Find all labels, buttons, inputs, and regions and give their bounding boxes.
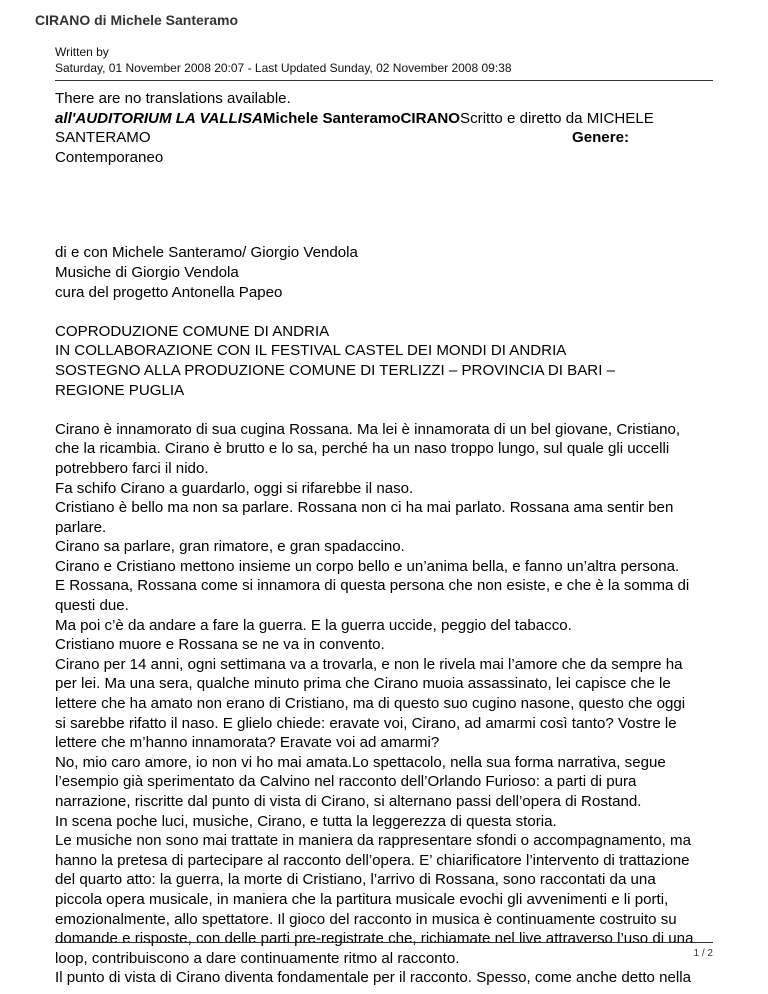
body-line: piccola opera musicale, in maniera che la partitura musicale evochi gli avvenimenti e li porti, (55, 890, 669, 908)
body-line: narrazione, riscritte dal punto di vista di Cirano, si alternano passi dell’opera di Rostand. (55, 793, 642, 810)
scritto-line: Scritto e diretto da MICHELE (460, 109, 654, 127)
body-line: Cirano sa parlare, gran rimatore, e gran spadaccino. (55, 538, 405, 556)
body-line: questi due. (55, 597, 129, 615)
body-line: lettere che m’hanno innamorata? Eravate voi ad amarmi? (55, 734, 440, 752)
show-title: CIRANO (400, 109, 461, 127)
body-line: per lei. Ma una sera, qualche minuto prima che Cirano muoia assassinato, lei capisce che le (55, 675, 671, 693)
body-line: Cristiano è bello ma non sa parlare. Rossana non ci ha mai parlato. Rossana ama sentir ben (55, 499, 674, 517)
header-divider (55, 80, 713, 81)
body-line: In scena poche luci, musiche, Cirano, e tutta la leggerezza di questa storia. (55, 812, 557, 830)
body-line: del quarto atto: la guerra, la morte di Cristiano, l’arrivo di Rossana, sono raccontati da una (55, 871, 656, 889)
synopsis (55, 420, 715, 988)
body-line: Le musiche non sono mai trattate in maniera da rappresentare sfondi o accompagnamento, ma (55, 832, 691, 850)
genere-row (55, 128, 715, 148)
production-line: SOSTEGNO ALLA PRODUZIONE COMUNE DI TERLIZZI – PROVINCIA DI BARI – (55, 361, 615, 379)
body-line: Cirano per 14 anni, ogni settimana va a trovarla, e non le rivela mai l’amore che da sempre ha (55, 655, 683, 673)
page-number: 1 / 2 (693, 948, 713, 959)
body-line: Cirano è innamorato di sua cugina Rossana. Ma lei è innamorata di un bel giovane, Cristiano, (55, 420, 681, 438)
body-line: Il punto di vista di Cirano diventa fondamentale per il racconto. Spesso, come anche detto nella (55, 969, 691, 987)
footer-divider (55, 942, 713, 943)
document-title: CIRANO di Michele Santeramo (35, 12, 239, 28)
scritto-line-2: SANTERAMO (55, 129, 151, 147)
credit-line: cura del progetto Antonella Papeo (55, 283, 283, 301)
genere-value: Contemporaneo (55, 148, 164, 166)
production-line: IN COLLABORAZIONE CON IL FESTIVAL CASTEL DEI MONDI DI ANDRIA (55, 342, 567, 360)
body-line: potrebbero farci il nido. (55, 459, 209, 477)
credit-line: di e con Michele Santeramo/ Giorgio Vendola (55, 244, 358, 262)
body-line: E Rossana, Rossana come si innamora di questa persona che non esiste, e che è la somma di (55, 577, 690, 595)
written-by: Written by (55, 45, 109, 59)
body-line: Cirano e Cristiano mettono insieme un corpo bello e un’anima bella, e fanno un’altra persona. (55, 557, 680, 575)
author: Michele Santeramo (262, 109, 401, 127)
venue: all'AUDITORIUM LA VALLISA (55, 109, 263, 127)
body-line: emozionalmente, allo spettatore. Il gioco del racconto in musica è continuamente costruito su (55, 910, 677, 928)
body-line: l’esempio già sperimentato da Calvino nel racconto dell’Orlando Furioso: a parti di pura (55, 773, 637, 791)
credits (55, 243, 715, 302)
body-line: hanno la pretesa di partecipare al racconto dell’opera. E’ chiarificatore l’intervento di trattazione (55, 851, 690, 869)
genere-label: Genere: (571, 129, 629, 147)
body-line: domande e risposte, con delle parti pre-registrate che, richiamate nel live attraverso l’uso di una (55, 930, 694, 948)
body-line: lettere che ha amato non erano di Cristiano, ma di questo suo cugino nasone, questo che oggi (55, 695, 686, 713)
credit-line: Musiche di Giorgio Vendola (55, 263, 239, 281)
body-line: No, mio caro amore, io non vi ho mai amata.Lo spettacolo, nella sua forma narrativa, segue (55, 753, 666, 771)
body-line: loop, contribuiscono a dare continuamente ritmo al racconto. (55, 949, 460, 967)
body-line: si sarebbe rifatto il naso. E glielo chiede: eravate voi, Cirano, ad amarmi così tanto? Vostre le (55, 714, 677, 732)
article-body (55, 89, 715, 988)
body-line: Ma poi c’è da andare a fare la guerra. E la guerra uccide, peggio del tabacco. (55, 616, 572, 634)
no-translations-note: There are no translations available. (55, 90, 291, 107)
intro-line (55, 109, 715, 129)
production-info (55, 322, 715, 400)
dates: Saturday, 01 November 2008 20:07 - Last Updated Sunday, 02 November 2008 09:38 (55, 61, 512, 75)
body-line: parlare. (55, 518, 107, 536)
body-line: Cristiano muore e Rossana se ne va in convento. (55, 636, 385, 654)
production-line: COPRODUZIONE COMUNE DI ANDRIA (55, 322, 330, 340)
article-meta (55, 44, 512, 76)
production-line: REGIONE PUGLIA (55, 381, 185, 399)
body-line: Fa schifo Cirano a guardarlo, oggi si rifarebbe il naso. (55, 479, 414, 497)
body-line: che la ricambia. Cirano è brutto e lo sa, perché ha un naso troppo lungo, sul quale gli uccelli (55, 440, 670, 458)
